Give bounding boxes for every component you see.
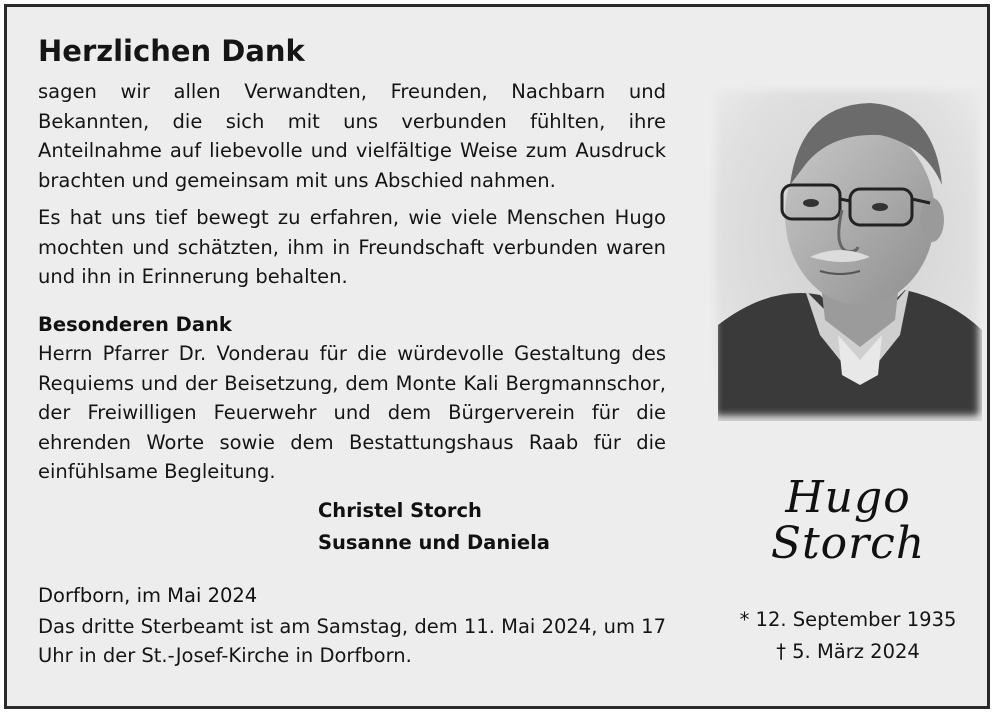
place-date: Dorfborn, im Mai 2024 [38,583,258,607]
special-thanks-paragraph: Herrn Pfarrer Dr. Vonderau für die würdevolle Gestaltung des Requiems und der Beisetzung, dem Monte Kali Bergmannschor, der Freiwilligen Feuerwehr und dem Bürgerverein für die ehrenden Worte sowie dem Bestattungshaus Raab für die einfühlsame Begleitung. [38,342,666,483]
thanks-paragraph-1: sagen wir allen Verwandten, Freunden, Nachbarn und Bekannten, die sich mit uns verbunden fühlten, ihre Anteilnahme auf liebevolle und vielfältige Weise zum Ausdruck brachten und gemeinsam mit uns Abschied nahmen. [38,80,666,192]
birth-date: * 12. September 1935 [739,608,957,631]
deceased-name [707,472,989,569]
signers [318,495,666,559]
signer-2: Susanne und Daniela [318,530,550,554]
first-name: Hugo [785,472,911,523]
thanks-column [38,31,666,671]
last-name: Storch [770,518,926,569]
heading: Herzlichen Dank [38,34,305,68]
life-dates [707,604,989,668]
thanks-paragraph-2: Es hat uns tief bewegt zu erfahren, wie viele Menschen Hugo mochten und schätzten, ihm in Freundschaft verbunden waren und ihn in Erinnerung behalten. [38,206,666,288]
service-notice: Das dritte Sterbeamt ist am Samstag, dem 11. Mai 2024, um 17 Uhr in der St.-Josef-Kirche in Dorfborn. [38,614,666,667]
portrait-photo [710,85,984,421]
special-thanks-heading: Besonderen Dank [38,312,232,336]
death-date: † 5. März 2024 [776,640,920,663]
signer-1: Christel Storch [318,498,482,522]
obituary-card [4,4,990,709]
